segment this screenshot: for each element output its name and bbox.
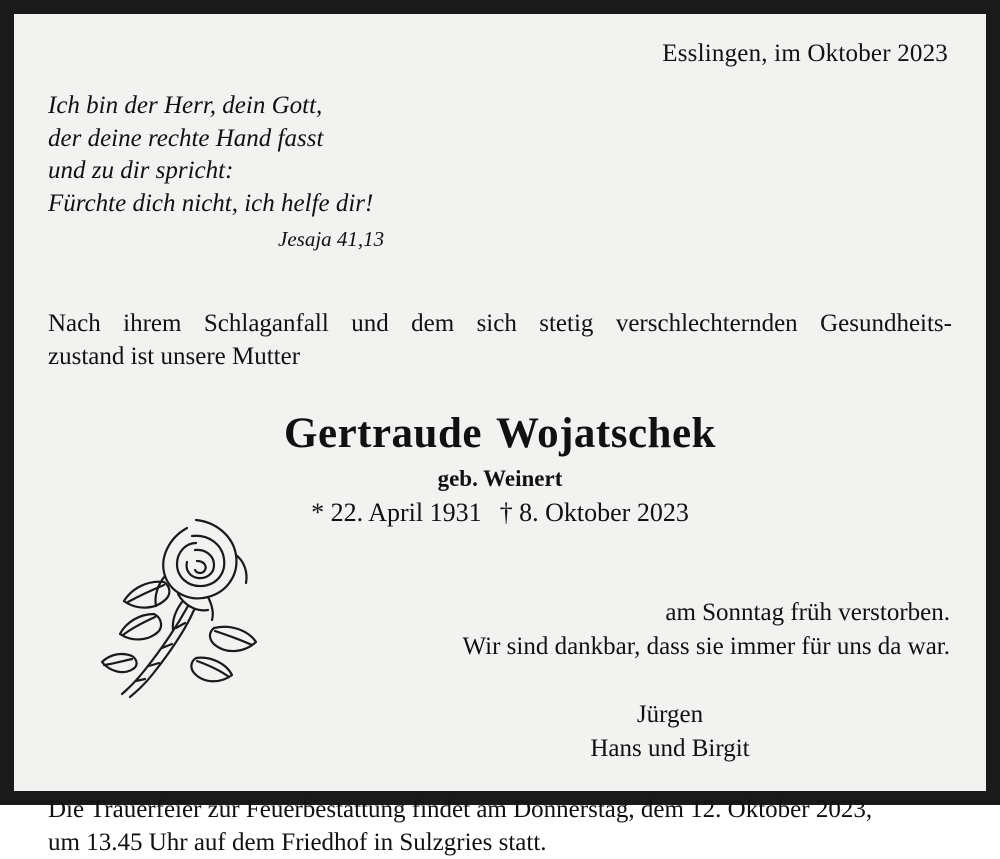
maiden-name: geb. Weinert: [437, 466, 563, 492]
verse-source: Jesaja 41,13: [278, 227, 385, 251]
signer-2: Hans und Birgit: [590, 734, 750, 762]
death-date: † 8. Oktober 2023: [499, 498, 689, 528]
farewell-line-2: Wir sind dankbar, dass sie immer für uns da war.: [462, 633, 950, 661]
birth-date: * 22. April 1931: [311, 498, 482, 528]
verse-line-3: und zu dir spricht:: [48, 157, 234, 184]
deceased-name: [48, 409, 952, 458]
obituary-inner-panel: [14, 14, 986, 857]
farewell-message: [408, 596, 952, 664]
introduction-line-1: Nach ihrem Schlaganfall und dem sich stetig verschlechternden Gesundheits-: [48, 310, 952, 338]
signers-list: [408, 698, 952, 765]
farewell-line-1: am Sonntag früh verstorben.: [665, 599, 950, 627]
introduction-text: [48, 307, 952, 373]
place-and-date: Esslingen, im Oktober 2023: [662, 40, 948, 67]
signer-1: Jürgen: [636, 701, 704, 729]
deceased-first-name: Gertraude: [284, 410, 482, 458]
funeral-line-2: um 13.45 Uhr auf dem Friedhof in Sulzgries statt.: [48, 829, 547, 857]
verse-line-1: Ich bin der Herr, dein Gott,: [48, 92, 323, 119]
verse-line-2: der deine rechte Hand fasst: [48, 124, 324, 152]
verse-line-4: Fürchte dich nicht, ich helfe dir!: [48, 189, 374, 217]
funeral-details: [48, 793, 952, 859]
introduction-line-2: zustand ist unsere Mutter: [48, 343, 301, 371]
rose-illustration: [92, 506, 302, 706]
funeral-line-1: Die Trauerfeier zur Feuerbestattung findet am Donnerstag, dem 12. Oktober 2023,: [48, 796, 873, 824]
deceased-last-name: Wojatschek: [495, 410, 716, 458]
bible-verse: [48, 90, 952, 253]
